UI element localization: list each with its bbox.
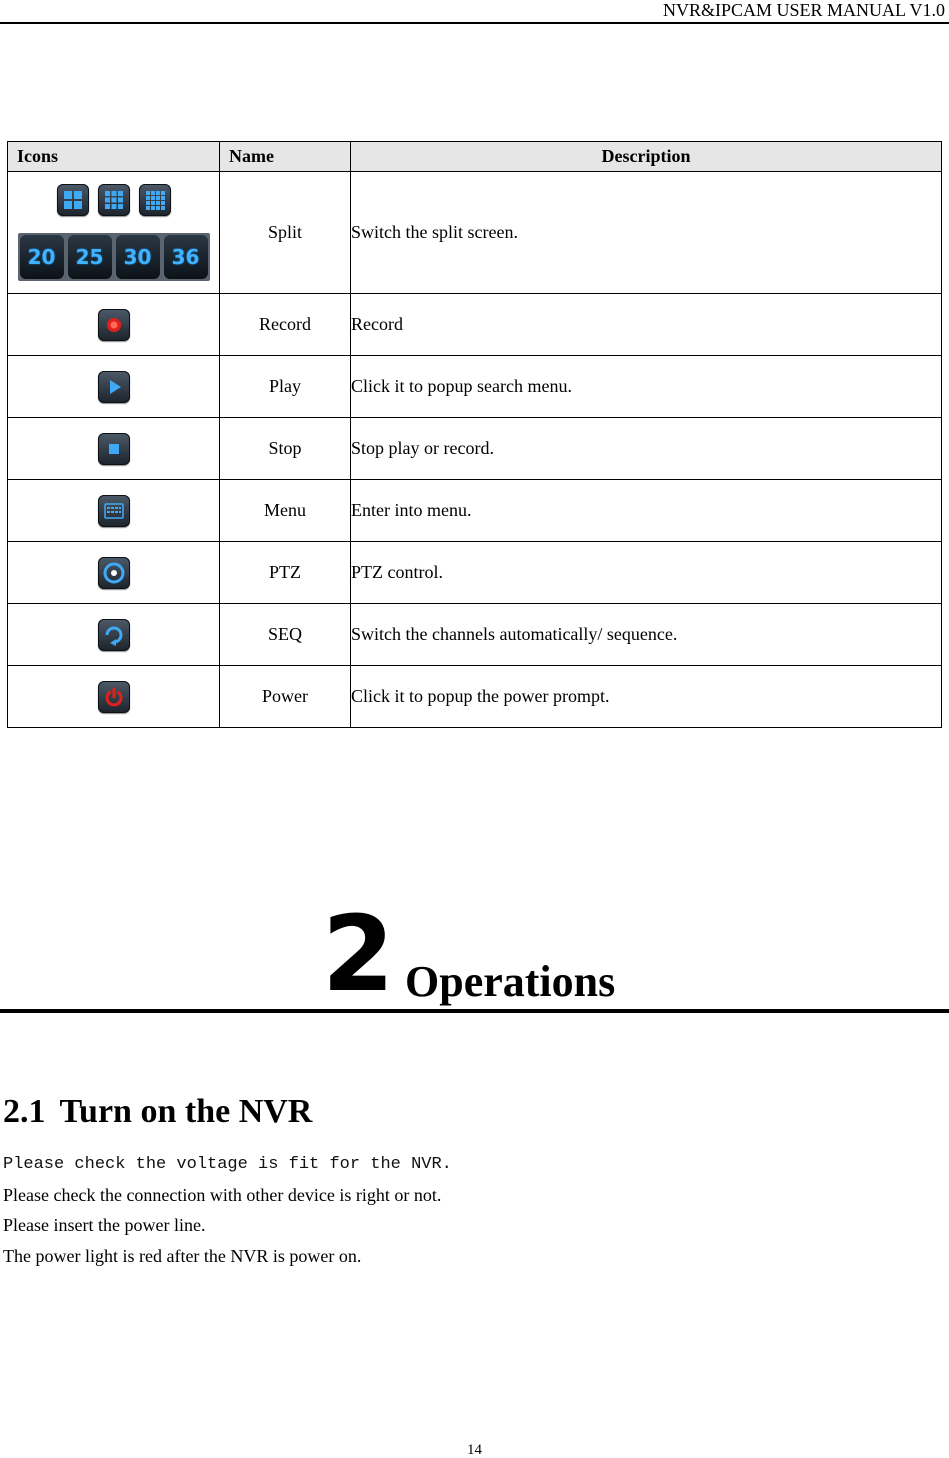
table-row	[8, 294, 942, 356]
power-icon	[98, 681, 130, 713]
description-cell: Stop play or record.	[351, 418, 942, 480]
split-36-button: 36	[164, 235, 208, 279]
icon-cell	[8, 604, 220, 666]
name-cell: PTZ	[220, 542, 351, 604]
split-9-icon	[98, 184, 130, 216]
instruction-line: Please check the connection with other device is right or not.	[3, 1185, 442, 1205]
split-screen-icons	[18, 184, 210, 281]
name-cell: Play	[220, 356, 351, 418]
split-16-icon	[139, 184, 171, 216]
table-row	[8, 480, 942, 542]
name-cell: Record	[220, 294, 351, 356]
description-cell: Switch the split screen.	[351, 172, 942, 294]
icon-cell	[8, 542, 220, 604]
table-row	[8, 418, 942, 480]
description-cell: Switch the channels automatically/ sequence.	[351, 604, 942, 666]
seq-icon	[98, 619, 130, 651]
chapter-number: 2	[322, 893, 395, 1015]
page-number: 14	[467, 1442, 482, 1458]
name-cell: Split	[220, 172, 351, 294]
manual-title: NVR&IPCAM USER MANUAL V1.0	[662, 0, 945, 20]
record-icon	[98, 309, 130, 341]
instruction-line: Please check the voltage is fit for the NVR.	[3, 1155, 452, 1174]
menu-icon	[98, 495, 130, 527]
table-row	[8, 172, 942, 294]
icons-table	[7, 141, 942, 728]
table-header-row	[8, 142, 942, 172]
column-header-icons: Icons	[8, 142, 220, 172]
stop-icon	[98, 433, 130, 465]
description-cell: PTZ control.	[351, 542, 942, 604]
section-heading	[3, 1092, 312, 1132]
column-header-description: Description	[351, 142, 942, 172]
chapter-title: Operations	[405, 957, 616, 1006]
name-cell: Power	[220, 666, 351, 728]
table-row	[8, 542, 942, 604]
section-title: Turn on the NVR	[59, 1093, 313, 1130]
icon-cell	[8, 480, 220, 542]
table-row	[8, 666, 942, 728]
column-header-name: Name	[220, 142, 351, 172]
name-cell: Menu	[220, 480, 351, 542]
name-cell: SEQ	[220, 604, 351, 666]
split-4-icon	[57, 184, 89, 216]
name-cell: Stop	[220, 418, 351, 480]
ptz-icon	[98, 557, 130, 589]
description-cell: Record	[351, 294, 942, 356]
icon-cell	[8, 172, 220, 294]
play-icon	[98, 371, 130, 403]
page-header	[0, 0, 949, 24]
instruction-line: The power light is red after the NVR is power on.	[3, 1246, 362, 1266]
table-row	[8, 356, 942, 418]
description-cell: Click it to popup search menu.	[351, 356, 942, 418]
split-30-button: 30	[116, 235, 160, 279]
icon-cell	[8, 666, 220, 728]
icon-cell	[8, 356, 220, 418]
instruction-line: Please insert the power line.	[3, 1215, 206, 1235]
icon-cell	[8, 294, 220, 356]
chapter-heading	[0, 893, 949, 1015]
split-25-button: 25	[68, 235, 112, 279]
description-cell: Enter into menu.	[351, 480, 942, 542]
split-20-button: 20	[20, 235, 64, 279]
icon-cell	[8, 418, 220, 480]
section-number: 2.1	[3, 1093, 46, 1130]
table-row	[8, 604, 942, 666]
description-cell: Click it to popup the power prompt.	[351, 666, 942, 728]
